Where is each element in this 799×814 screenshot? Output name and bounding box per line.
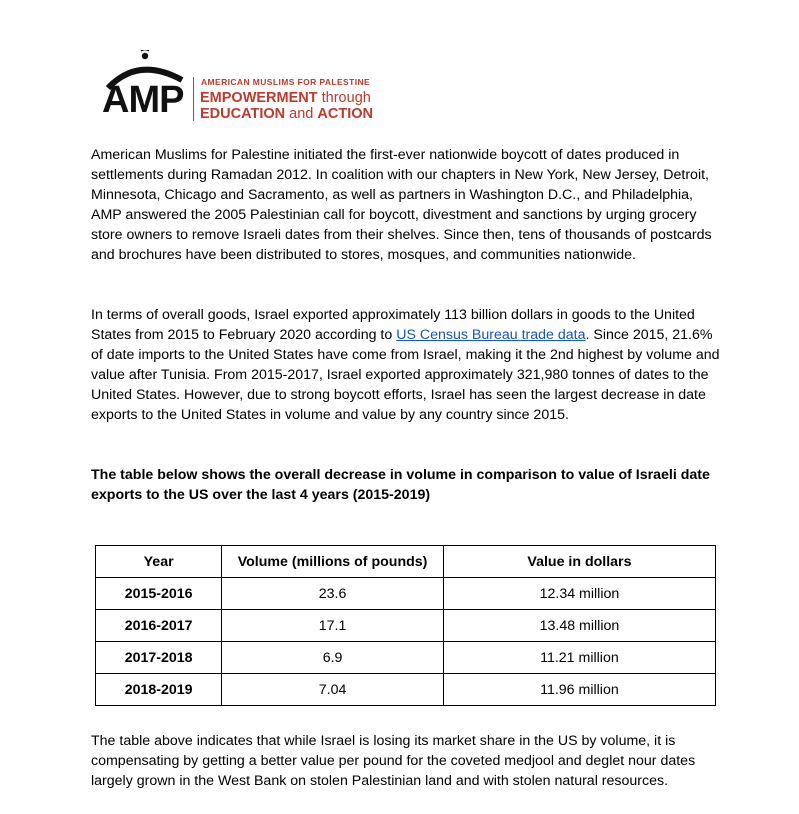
- cell-value: 11.96 million: [443, 674, 715, 706]
- conclusion-paragraph: The table above indicates that while Israel is losing its market share in the US by volume, it is compensating by getting a better value per pound for the coveted medjool and deglet nour dates largely grown in the West Bank on stolen Palestinian land and with stolen natural resources.: [91, 733, 696, 789]
- cell-year: 2017-2018: [96, 642, 222, 674]
- logo-word-empowerment: EMPOWERMENT: [200, 90, 318, 106]
- cell-volume: 17.1: [222, 610, 444, 642]
- cell-year: 2015-2016: [96, 578, 222, 610]
- cell-year: 2018-2019: [96, 674, 222, 706]
- amp-logo: [100, 50, 400, 122]
- census-trade-data-link[interactable]: US Census Bureau trade data: [396, 327, 586, 343]
- header-volume: Volume (millions of pounds): [222, 546, 444, 578]
- cell-volume: 23.6: [222, 578, 444, 610]
- logo-word-and: and: [289, 106, 314, 122]
- table-row: [96, 578, 716, 610]
- table-row: [96, 610, 716, 642]
- table-header-row: [96, 546, 716, 578]
- logo-tagline-line2: [200, 106, 373, 122]
- table-row: [96, 642, 716, 674]
- exports-paragraph: [91, 305, 721, 425]
- cell-value: 11.21 million: [443, 642, 715, 674]
- logo-word-action: ACTION: [317, 106, 373, 122]
- header-year: Year: [96, 546, 222, 578]
- logo-word-education: EDUCATION: [200, 106, 286, 122]
- table-heading: The table below shows the overall decrease in volume in comparison to value of Israeli date exports to the US over the last 4 years (2015-2019): [91, 467, 710, 503]
- exports-text-before: In terms of overall goods, Israel exported approximately 113 billion dollars in goods to the United States from 2015 to February 2020 according to: [91, 307, 695, 343]
- cell-value: 13.48 million: [443, 610, 715, 642]
- date-exports-table: [95, 545, 716, 706]
- cell-volume: 7.04: [222, 674, 444, 706]
- logo-tagline-line1: [200, 90, 371, 106]
- header-value: Value in dollars: [443, 546, 715, 578]
- table-row: [96, 674, 716, 706]
- intro-paragraph: American Muslims for Palestine initiated the first-ever nationwide boycott of dates produced in settlements during Ramadan 2012. In coalition with our chapters in New York, New Jersey, Detroit, Minnesota, Chicago and Sacramento, as well as partners in Washington D.C., and Philadelphia, AMP answered the 2005 Palestinian call for boycott, divestment and sanctions by urging grocery store owners to remove Israeli dates from their shelves. Since then, tens of thousands of postcards and brochures have been distributed to stores, mosques, and communities nationwide.: [91, 147, 712, 263]
- logo-divider: [193, 77, 194, 121]
- cell-value: 12.34 million: [443, 578, 715, 610]
- logo-word-through: through: [321, 90, 371, 106]
- cell-volume: 6.9: [222, 642, 444, 674]
- exports-text-after: . Since 2015, 21.6% of date imports to the United States have come from Israel, making it the 2nd highest by volume and value after Tunisia. From 2015-2017, Israel exported approximately 321,980 tonnes of dates to the United States. However, due to strong boycott efforts, Israel has seen the largest decrease in date exports to the United States in volume and value by any country since 2015.: [91, 327, 720, 423]
- logo-org-name: AMERICAN MUSLIMS FOR PALESTINE: [201, 77, 371, 87]
- cell-year: 2016-2017: [96, 610, 222, 642]
- logo-acronym: AMP: [102, 79, 184, 121]
